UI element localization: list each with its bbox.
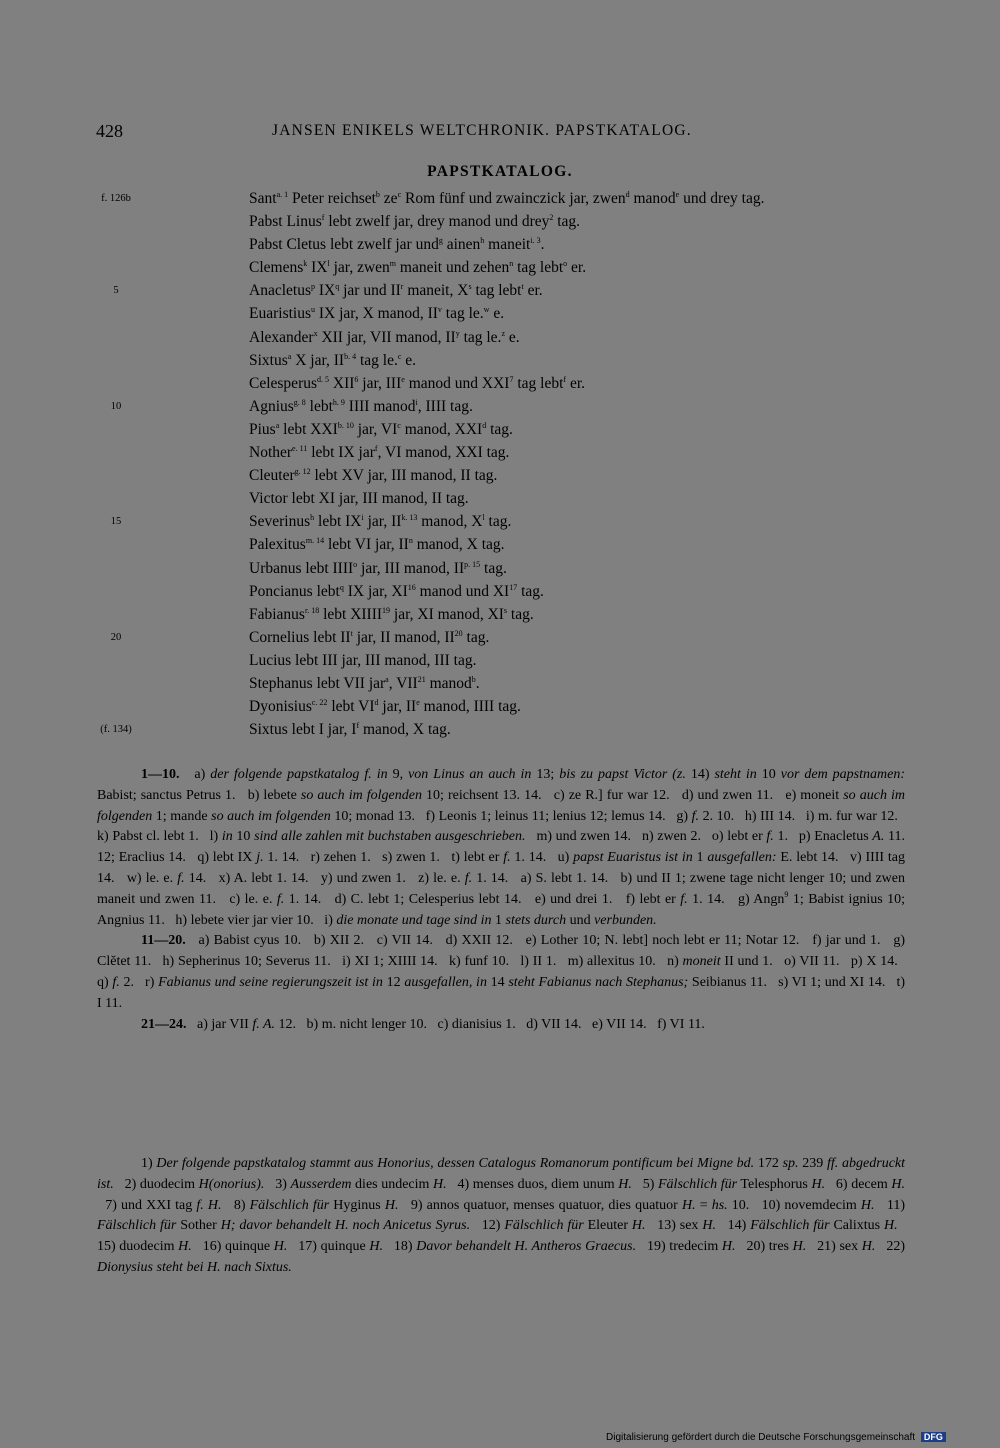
catalog-entry [0, 421, 1000, 444]
catalog-entry [0, 282, 1000, 305]
catalog-entry [0, 513, 1000, 536]
entry-text: Cleuter$^{g. 12}$ lebt XV jar, III manod, II tag. [249, 467, 498, 485]
entry-text: Sixtus lebt I jar, $I^f$ manod, X tag. [249, 721, 451, 739]
entry-text: Agnius$^{g. 8}$ lebt$^{h. 9}$ IIII manod$^i$, IIII tag. [249, 397, 473, 415]
line-range: 1—10. [141, 767, 180, 782]
entry-text: Sixtus$^a$ X jar, $II^{b. 4}$ tag le.$^c$ e. [249, 351, 417, 369]
section-title: PAPSTKATALOG. [427, 163, 573, 180]
margin-note: 5 [113, 285, 119, 297]
catalog-entry [0, 213, 1000, 236]
catalog-entry [0, 536, 1000, 559]
entry-text: Alexander$^x$ XII jar, VII manod, $II^y$ tag le.$^z$ e. [249, 328, 520, 346]
entry-text: Fabianus$^{r. 18}$ lebt XIIII$^{19}$ jar, XI manod, $XI^s$ tag. [249, 605, 534, 623]
catalog-entry [0, 444, 1000, 467]
entry-text: Celesperus$^{d. 5}$ XII$^6$ jar, IIIe manod und XXI$^7$ tag lebt$^f$ er. [249, 374, 585, 392]
catalog-entry [0, 398, 1000, 421]
catalog-entry [0, 467, 1000, 490]
margin-note: 20 [110, 631, 122, 643]
entry-text: Palexitus$^{m. 14}$ lebt VI jar, $II^n$ manod, X tag. [249, 536, 505, 554]
entry-text: Pabst Linus$^f$ lebt zwelf jar, drey manod und drey$^2$ tag. [249, 213, 581, 231]
line-range: 21—24. [141, 1016, 187, 1032]
catalog-entry [0, 259, 1000, 282]
catalog-entry [0, 490, 1000, 513]
entry-text: Clemens$^k$ $IX^l$ jar, zwen$^m$ maneit und zehen$^n$ tag lebt$^o$ er. [249, 259, 587, 277]
catalog-entry [0, 606, 1000, 629]
catalog-entry [0, 652, 1000, 675]
apparatus-paragraph: 21—24. a) jar VII f. A. 12. b) m. nicht lenger 10. c) dianisius 1. d) VII 14. e) VII 14. f) VI 11. [141, 1016, 705, 1032]
funding-footer [606, 1432, 946, 1443]
line-range: 11—20. [141, 933, 186, 949]
margin-note: 15 [110, 516, 122, 528]
entry-text: Stephanus lebt VII jar$^a$, VII$^{21}$ manod$^b$. [249, 674, 480, 692]
catalog-entry [0, 560, 1000, 583]
catalog-entry [0, 698, 1000, 721]
catalog-entry [0, 583, 1000, 606]
source-notes-text: 1) Der folgende papstkatalog stammt aus Honorius, dessen Catalogus Romanorum pontificum bei Migne bd. 172 sp. 239 ff. abgedruckt ist. 2) duodecim H(onorius). 3) Ausserdem dies undecim H. 4) menses duos, diem unum H. 5) Fälschlich für Telesphorus H. 6) decem H. 7) und XXI tag f. H. 8) Fälschlich für Hyginus H. 9) annos quatuor, menses quatuor, dies quatuor H. = hs. 10. 10) novemdecim H. 11) Fälschlich für Sother H; davor behandelt H. noch Anicetus Syrus. 12) Fälschlich für Eleuter H. 13) sex H. 14) Fälschlich für Calixtus H. 15) duodecim H. 16) quinque H. 17) quinque H. 18) Davor behandelt H. Antheros Graecus. 19) tredecim H. 20) tres H. 21) sex H. 22) Dionysius steht bei H. nach Sixtus. [97, 1156, 906, 1275]
margin-note: 10 [110, 400, 122, 412]
entry-text: Victor lebt XI jar, III manod, II tag. [249, 490, 469, 508]
margin-note: f. 126b [101, 193, 131, 204]
apparatus-paragraph: 11—20. a) Babist cyus 10. b) XII 2. c) VII 14. d) XXII 12. e) Lother 10; N. lebt] noch lebt er 11; Notar 12. f) jar und 1. g) Clĕtet 11. h) Sepherinus 10; Severus 11. i) XI 1; XIIII 14. k) funf 10. l) II 1. m) allexitus 10. n) moneit II und 1. o) VII 11. p) X 14. q) f. 2. r) Fabianus und seine regierungszeit ist in 12 ausgefallen, in 14 steht Fabianus nach Stephanus; Seibianus 11. s) VI 1; und XI 14. t) I 11. [97, 933, 906, 1011]
entry-text: Anacletus$^p$ $IX^q$ jar und $II^r$ maneit, $X^s$ tag lebt$^t$ er. [249, 282, 543, 300]
entry-text: Urbanus lebt IIII$^o$ jar, III manod, $II^{p. 15}$ tag. [249, 559, 507, 577]
catalog-entry [0, 721, 1000, 744]
entry-text: Euaristius$^u$ IX jar, X manod, $II^v$ tag le.$^w$ e. [249, 305, 505, 323]
catalog-entry [0, 375, 1000, 398]
dfg-logo: DFG [921, 1432, 946, 1442]
page-number: 428 [96, 121, 123, 141]
entry-text: Lucius lebt III jar, III manod, III tag. [249, 651, 477, 669]
margin-note: (f. 134) [100, 724, 132, 736]
running-title: JANSEN ENIKELS WELTCHRONIK. PAPSTKATALOG. [272, 122, 692, 139]
critical-apparatus [97, 765, 905, 1035]
entry-text: Pabst Cletus lebt zwelf jar und$^g$ ainen$^h$ maneit$^{i. 3}$. [249, 236, 545, 254]
entry-text: Nother$^{e. 11}$ lebt IX jar$^f$, VI manod, XXI tag. [249, 444, 510, 462]
catalog-entry [0, 675, 1000, 698]
source-notes [97, 1154, 905, 1279]
entry-text: Severinus$^h$ lebt $IX^i$ jar, $II^{k. 13}$ manod, $X^l$ tag. [249, 513, 512, 531]
entry-text: Cornelius lebt $II^t$ jar, II manod, II$^{20}$ tag. [249, 628, 490, 646]
catalog-entry [0, 629, 1000, 652]
entry-text: Pius$^a$ lebt $XXI^{b. 10}$ jar, $VI^c$ manod, XXI$^d$ tag. [249, 420, 513, 438]
entry-text: Sant$^{a. 1}$ Peter reichset$^b$ $ze^c$ Rom fünf und zwainczick jar, zwen$^d$ manod$^e$ und drey tag. [249, 190, 765, 207]
entry-text: Dyonisius$^{c. 22}$ lebt $VI^d$ jar, IIe manod, IIII tag. [249, 698, 521, 716]
catalog-entry [0, 190, 1000, 213]
catalog-entry [0, 236, 1000, 259]
entry-text: Poncianus lebt$^q$ IX jar, XI$^{16}$ manod und XI$^{17}$ tag. [249, 582, 544, 600]
pope-catalog-list [0, 190, 1000, 744]
funding-text: Digitalisierung gefördert durch die Deutsche Forschungsgemeinschaft [606, 1432, 916, 1443]
catalog-entry [0, 329, 1000, 352]
catalog-entry [0, 352, 1000, 375]
apparatus-paragraph: 1—10. a) der folgende papstkatalog f. in 9, von Linus an auch in 13; bis zu papst Victor (z. 14) steht in 10 vor dem papstnamen: Babist; sanctus Petrus 1. b) lebete so auch im folgenden 10; reichsent 13. 14. c) ze R.] fur war 12. d) und zwen 11. e) moneit so auch im folgenden 1; mande so auch im folgenden 10; monad 13. f) Leonis 1; leinus 11; lenius 12; lemus 14. g) f. 2. 10. h) III 14. i) m. fur war 12. k) Pabst cl. lebt 1. l) in 10 sind alle zahlen mit buchstaben ausgeschrieben. m) und zwen 14. n) zwen 2. o) lebt er f. 1. p) Enacletus A. 11. 12; Eraclius 14. q) lebt IX j. 1. 14. r) zehen 1. s) zwen 1. t) lebt er f. 1. 14. u) papst Euaristus ist in 1 ausgefallen: E. lebt 14. v) IIII tag 14. w) le. e. f. 14. x) A. lebt 1. 14. y) und zwen 1. z) le. e. f. 1. 14. a) S. lebt 1. 14. b) und II 1; zwene tage nicht lenger 10; und zwen maneit und zwen 11. c) le. e. f. 1. 14. d) C. lebt 1; Celesperius lebt 14. e) und drei 1. f) lebt er f. 1. 14. g) Angn$^9$ 1; Babist ignius 10; Angnius 11. h) lebete vier jar vier 10. i) die monate und tage sind in 1 stets durch und verbunden. [97, 767, 906, 928]
catalog-entry [0, 305, 1000, 328]
